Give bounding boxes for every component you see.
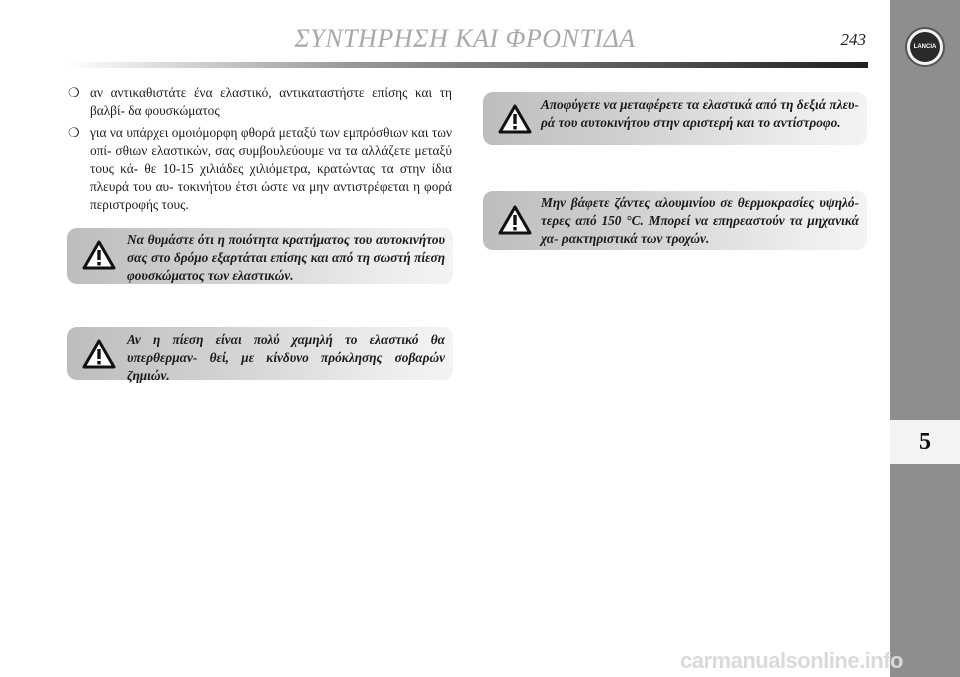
lancia-logo-icon xyxy=(905,27,945,67)
warning-box-paint-rims xyxy=(483,191,867,250)
circle-bullet-icon: ❍ xyxy=(68,85,80,100)
warning-box-swap-sides xyxy=(483,92,867,145)
section-title: ΣΥΝΤΗΡΗΣΗ ΚΑΙ ΦΡΟΝΤΙΔΑ xyxy=(294,24,636,53)
watermark: carmanualsonline.info xyxy=(680,648,903,673)
warning-triangle-icon xyxy=(82,339,116,369)
warning-triangle-icon xyxy=(498,205,532,235)
bullet-text: αν αντικαθιστάτε ένα ελαστικό, αντικαταστήστε επίσης και τη βαλβί- δα φουσκώματος xyxy=(90,85,452,118)
page-number: 243 xyxy=(840,30,866,49)
circle-bullet-icon: ❍ xyxy=(68,125,80,140)
header-rule xyxy=(66,62,868,68)
warning-triangle-icon xyxy=(82,240,116,270)
warning-text: Αποφύγετε να μεταφέρετε τα ελαστικά από τη δεξιά πλευ- ρά του αυτοκινήτου στην αριστερή και το αντίστροφο. xyxy=(541,97,859,130)
warning-box-tyre-grip xyxy=(67,228,453,284)
bullet-text: για να υπάρχει ομοιόμορφη φθορά μεταξύ των εμπρόσθιων και των οπί- σθιων ελαστικών, σας συμβουλεύουμε να τα αλλάζετε μεταξύ τους κά- θε 10-15 χιλιάδες χιλιόμετρα, κρατώντας τα στην ίδια πλευρά του αυ- τοκινήτου έτσι ώστε να μην αντιστρέφεται η φορά περιστροφής τους. xyxy=(90,125,452,212)
warning-box-low-pressure xyxy=(67,327,453,383)
warning-text: Αν η πίεση είναι πολύ χαμηλή το ελαστικό θα υπερθερμαν- θεί, με κίνδυνο πρόκλησης σοβαρών ζημιών. xyxy=(127,332,445,383)
warning-text: Να θυμάστε ότι η ποιότητα κρατήματος του αυτοκινήτου σας στο δρόμο εξαρτάται επίσης και από τη σωστή πίεση φουσκώματος των ελαστικών. xyxy=(127,232,445,283)
bullet-list xyxy=(68,84,452,218)
chapter-tab[interactable]: 5 xyxy=(890,420,960,464)
logo-text: LANCIA xyxy=(910,32,940,62)
warning-triangle-icon xyxy=(498,104,532,134)
warning-text: Μην βάφετε ζάντες αλουμινίου σε θερμοκρασίες υψηλό- τερες από 150 °C. Μπορεί να επηρεαστούν τα μηχανικά χα- ρακτηριστικά των τροχών. xyxy=(541,195,859,246)
list-item xyxy=(68,124,452,214)
list-item xyxy=(68,84,452,120)
chapter-sidebar xyxy=(890,0,960,677)
